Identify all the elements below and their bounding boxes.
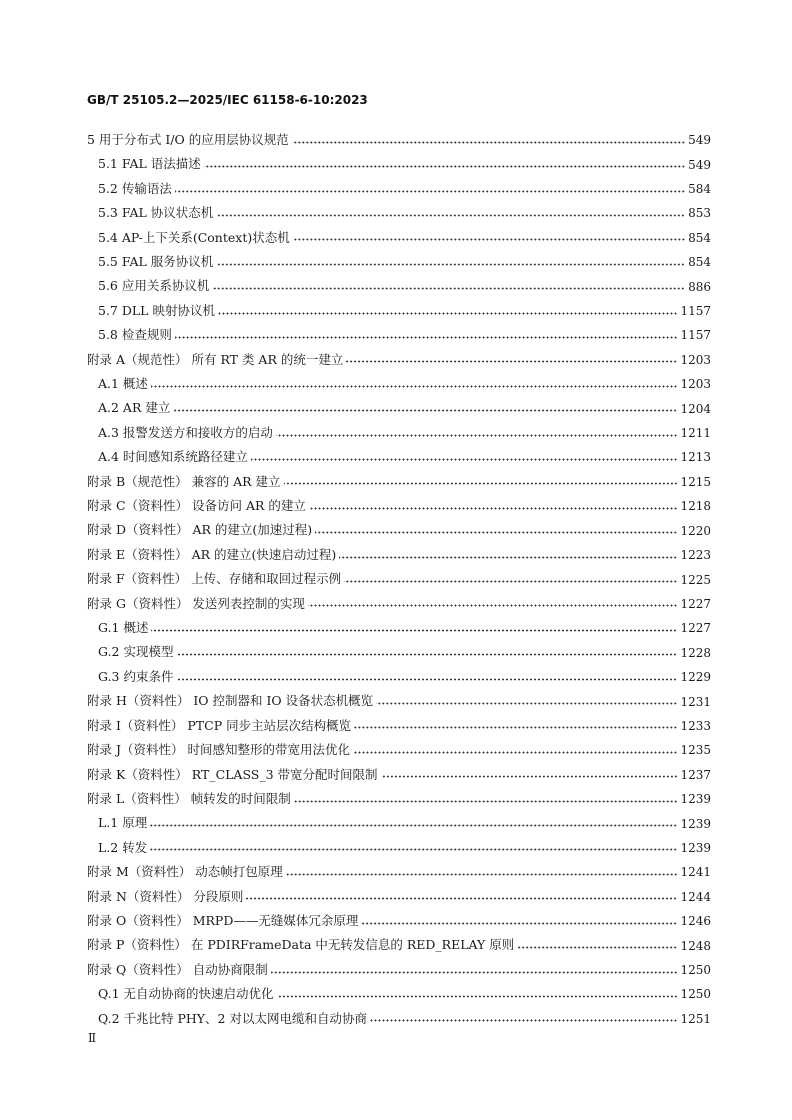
toc-leader-dots	[218, 312, 678, 315]
toc-entry-label: 5.4 AP-上下关系(Context)状态机	[98, 229, 290, 245]
toc-entry-page: 1229	[680, 670, 711, 685]
toc-leader-dots	[175, 190, 685, 193]
toc-entry-label: 附录 B（规范性） 兼容的 AR 建立	[87, 473, 281, 489]
toc-entry-label: 附录 I（资料性） PTCP 同步主站层次结构概览	[87, 717, 352, 733]
toc-entry-page: 1250	[680, 963, 711, 978]
toc-leader-dots	[176, 653, 677, 656]
toc-entry[interactable]	[87, 445, 711, 469]
toc-entry-page: 1231	[680, 694, 711, 709]
toc-entry-label: G.2 实现模型	[98, 644, 174, 660]
toc-entry-page: 1239	[680, 792, 711, 807]
toc-entry-page: 853	[688, 206, 711, 221]
toc-entry-page: 854	[688, 255, 711, 270]
toc-entry[interactable]	[87, 616, 711, 640]
toc-entry-label: L.2 转发	[98, 839, 148, 855]
toc-entry-page: 1215	[680, 474, 711, 489]
toc-entry[interactable]	[87, 421, 711, 445]
toc-entry-page: 1213	[680, 450, 711, 465]
toc-entry-page: 549	[688, 157, 711, 172]
toc-leader-dots	[277, 995, 678, 998]
toc-entry-label: 附录 E（资料性） AR 的建立(快速启动过程)	[87, 546, 337, 562]
toc-leader-dots	[216, 214, 685, 217]
toc-entry-page: 886	[688, 279, 711, 294]
toc-entry[interactable]	[87, 519, 711, 543]
toc-entry-page: 1248	[680, 938, 711, 953]
toc-entry[interactable]	[87, 909, 711, 933]
toc-entry-page: 1246	[680, 914, 711, 929]
toc-leader-dots	[271, 971, 678, 974]
toc-entry[interactable]	[87, 226, 711, 250]
toc-entry-page: 1241	[680, 865, 711, 880]
toc-entry[interactable]	[87, 372, 711, 396]
toc-entry-page: 1251	[680, 1011, 711, 1026]
toc-leader-dots	[344, 580, 677, 583]
toc-entry[interactable]	[87, 787, 711, 811]
toc-entry-page: 1157	[680, 304, 711, 319]
toc-entry-page: 1223	[680, 548, 711, 563]
toc-entry[interactable]	[87, 323, 711, 347]
toc-entry-label: 附录 A（规范性） 所有 RT 类 AR 的统一建立	[87, 351, 344, 367]
toc-entry-page: 1239	[680, 816, 711, 831]
toc-entry[interactable]	[87, 763, 711, 787]
toc-entry[interactable]	[87, 567, 711, 591]
toc-entry[interactable]	[87, 152, 711, 176]
toc-entry[interactable]	[87, 836, 711, 860]
toc-leader-dots	[354, 726, 677, 729]
toc-leader-dots	[309, 507, 678, 510]
toc-leader-dots	[151, 385, 678, 388]
toc-entry[interactable]	[87, 177, 711, 201]
toc-leader-dots	[212, 287, 685, 290]
toc-entry[interactable]	[87, 494, 711, 518]
toc-entry-label: Q.2 千兆比特 PHY、2 对以太网电缆和自动协商	[98, 1010, 367, 1026]
toc-entry[interactable]	[87, 299, 711, 323]
toc-entry-label: 5.8 检查规则	[98, 327, 172, 343]
toc-entry-page: 549	[688, 133, 711, 148]
toc-leader-dots	[151, 629, 677, 632]
toc-leader-dots	[173, 409, 677, 412]
toc-entry-page: 1227	[680, 596, 711, 611]
toc-leader-dots	[284, 482, 678, 485]
toc-entry-label: A.2 AR 建立	[98, 400, 171, 416]
toc-entry[interactable]	[87, 860, 711, 884]
toc-entry[interactable]	[87, 641, 711, 665]
toc-entry-page: 1227	[680, 621, 711, 636]
toc-entry[interactable]	[87, 201, 711, 225]
toc-entry-label: 附录 D（资料性） AR 的建立(加速过程)	[87, 522, 313, 538]
toc-entry[interactable]	[87, 128, 711, 152]
toc-entry-label: 附录 K（资料性） RT_CLASS_3 带宽分配时间限制	[87, 766, 378, 782]
toc-entry-label: G.3 约束条件	[98, 668, 174, 684]
toc-leader-dots	[150, 824, 677, 827]
toc-leader-dots	[353, 751, 677, 754]
toc-entry[interactable]	[87, 689, 711, 713]
toc-leader-dots	[361, 922, 677, 925]
toc-entry-label: 5 用于分布式 I/O 的应用层协议规范	[87, 131, 289, 147]
toc-entry-label: A.1 概述	[98, 376, 148, 392]
toc-entry-label: 5.1 FAL 语法描述	[98, 156, 201, 172]
toc-entry-label: 附录 G（资料性） 发送列表控制的实现	[87, 595, 305, 611]
toc-leader-dots	[204, 165, 685, 168]
toc-entry[interactable]	[87, 274, 711, 298]
toc-entry[interactable]	[87, 1007, 711, 1031]
toc-entry-page: 1237	[680, 767, 711, 782]
toc-leader-dots	[346, 360, 677, 363]
toc-leader-dots	[216, 263, 685, 266]
toc-entry-label: 5.3 FAL 协议状态机	[98, 205, 214, 221]
toc-entry-label: 附录 C（资料性） 设备访问 AR 的建立	[87, 498, 306, 514]
toc-entry[interactable]	[87, 982, 711, 1006]
toc-entry-label: 附录 M（资料性） 动态帧打包原理	[87, 864, 283, 880]
toc-leader-dots	[339, 556, 677, 559]
toc-entry-label: 5.5 FAL 服务协议机	[98, 253, 214, 269]
toc-entry[interactable]	[87, 958, 711, 982]
toc-entry-label: 附录 O（资料性） MRPD——无缝媒体冗余原理	[87, 912, 359, 928]
toc-entry-label: 附录 J（资料性） 时间感知整形的带宽用法优化	[87, 742, 350, 758]
toc-entry-label: 5.2 传输语法	[98, 180, 172, 196]
toc-entry[interactable]	[87, 396, 711, 420]
toc-entry-page: 1228	[680, 645, 711, 660]
toc-entry-label: 5.6 应用关系协议机	[98, 278, 210, 294]
toc-entry-label: 附录 F（资料性） 上传、存储和取回过程示例	[87, 571, 342, 587]
toc-entry-label: 附录 N（资料性） 分段原则	[87, 888, 244, 904]
toc-entry-page: 1203	[680, 352, 711, 367]
toc-leader-dots	[294, 800, 678, 803]
toc-leader-dots	[150, 848, 677, 851]
toc-entry-label: 附录 L（资料性） 帧转发的时间限制	[87, 790, 291, 806]
toc-entry[interactable]	[87, 714, 711, 738]
toc-leader-dots	[308, 604, 678, 607]
toc-entry-page: 1239	[680, 840, 711, 855]
toc-entry[interactable]	[87, 738, 711, 762]
toc-entry-page: 1211	[680, 426, 711, 441]
toc-entry[interactable]	[87, 250, 711, 274]
toc-entry-page: 584	[688, 182, 711, 197]
toc-entry[interactable]	[87, 885, 711, 909]
toc-entry[interactable]	[87, 543, 711, 567]
toc-entry-label: 附录 P（资料性） 在 PDIRFrameData 中无转发信息的 RED_RELAY 原则	[87, 937, 515, 953]
toc-entry-page: 1220	[680, 523, 711, 538]
toc-leader-dots	[517, 946, 677, 949]
toc-leader-dots	[276, 434, 678, 437]
toc-entry-label: G.1 概述	[98, 620, 149, 636]
toc-entry-page: 1250	[680, 987, 711, 1002]
standard-code: GB/T 25105.2—2025/IEC 61158-6-10:2023	[87, 93, 368, 107]
toc-entry[interactable]	[87, 811, 711, 835]
toc-leader-dots	[315, 531, 677, 534]
toc-entry-label: L.1 原理	[98, 815, 148, 831]
table-of-contents	[87, 128, 711, 1031]
toc-entry-page: 1244	[680, 889, 711, 904]
toc-entry-page: 1203	[680, 377, 711, 392]
toc-leader-dots	[176, 678, 677, 681]
page-number-footer: Ⅱ	[88, 1031, 97, 1045]
toc-entry-page: 1157	[680, 328, 711, 343]
toc-entry-page: 1235	[680, 743, 711, 758]
toc-entry[interactable]	[87, 933, 711, 957]
toc-leader-dots	[286, 873, 678, 876]
toc-entry-page: 854	[688, 230, 711, 245]
toc-leader-dots	[370, 1019, 677, 1022]
toc-entry-label: A.3 报警发送方和接收方的启动	[98, 424, 273, 440]
toc-leader-dots	[292, 141, 685, 144]
toc-entry[interactable]	[87, 348, 711, 372]
toc-entry[interactable]	[87, 470, 711, 494]
toc-entry-page: 1233	[680, 718, 711, 733]
toc-entry-page: 1225	[680, 572, 711, 587]
toc-leader-dots	[293, 238, 685, 241]
toc-entry-page: 1218	[680, 499, 711, 514]
toc-entry[interactable]	[87, 665, 711, 689]
toc-leader-dots	[251, 458, 678, 461]
toc-entry-label: 5.7 DLL 映射协议机	[98, 302, 215, 318]
toc-leader-dots	[175, 336, 678, 339]
toc-leader-dots	[246, 897, 677, 900]
toc-entry[interactable]	[87, 592, 711, 616]
toc-leader-dots	[381, 775, 678, 778]
toc-entry-label: Q.1 无自动协商的快速启动优化	[98, 986, 274, 1002]
toc-entry-label: A.4 时间感知系统路径建立	[98, 449, 248, 465]
toc-entry-page: 1204	[680, 401, 711, 416]
document-header	[87, 93, 368, 107]
toc-entry-label: 附录 H（资料性） IO 控制器和 IO 设备状态机概览	[87, 693, 374, 709]
toc-entry-label: 附录 Q（资料性） 自动协商限制	[87, 961, 268, 977]
toc-leader-dots	[376, 702, 677, 705]
